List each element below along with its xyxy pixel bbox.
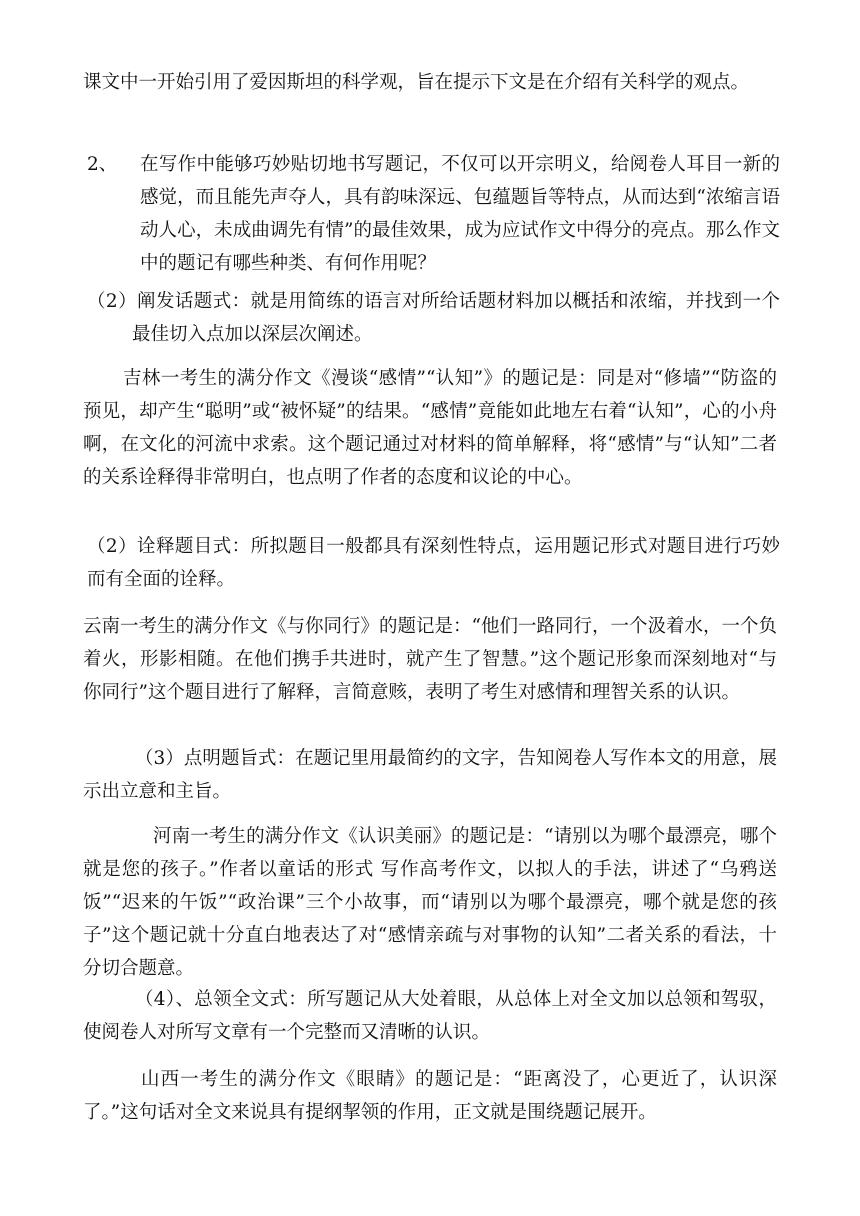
paragraph-heading-chanfa: （2）阐发话题式：就是用简练的语言对所给话题材料加以概括和浓缩，并找到一个最佳切入点加以深层次阐述。 [87,291,780,345]
list-number: 2、 [87,154,118,175]
paragraph-intro: 课文中一开始引用了爱因斯坦的科学观，旨在提示下文是在介绍有关科学的观点。 [83,72,750,93]
paragraph-heading-zongling: （4）、总领全文式：所写题记从大处着眼，从总体上对全文加以总领和驾驭，使阅卷人对所写文章有一个完整而又清晰的认识。 [83,989,777,1043]
paragraph-example-jilin: 吉林一考生的满分作文《漫谈“感情”“认知”》的题记是：同是对“修墙”“防盗的预见，却产生“聪明”或“被怀疑”的结果。“感情”竟能如此地左右着“认知”，心的小舟啊，在文化的河流中求索。这个题记通过对材料的简单解释，将“感情”与“认知”二者的关系诠释得非常明白，也点明了作者的态度和议论的中心。 [83,368,777,488]
paragraph-heading-quanshi: （2）诠释题目式：所拟题目一般都具有深刻性特点，运用题记形式对题目进行巧妙而有全面的诠释。 [87,536,780,590]
paragraph-example-shanxi: 山西一考生的满分作文《眼睛》的题记是：“距离没了，心更近了，认识深了。”这句话对全文来说具有提纲挈领的作用，正文就是围绕题记展开。 [83,1069,777,1123]
paragraph-list-item-2: 在写作中能够巧妙贴切地书写题记，不仅可以开宗明义，给阅卷人耳目一新的感觉，而且能先声夺人，具有韵味深远、包蕴题旨等特点，从而达到“浓缩言语动人心，未成曲调先有情”的最佳效果，成为应试作文中得分的亮点。那么作文中的题记有哪些种类、有何作用呢？ [140,154,780,274]
paragraph-example-yunnan: 云南一考生的满分作文《与你同行》的题记是：“他们一路同行，一个汲着水，一个负着火，形影相随。在他们携手共进时，就产生了智慧。”这个题记形象而深刻地对“与你同行”这个题目进行了解释，言简意赅，表明了考生对感情和理智关系的认识。 [83,616,777,703]
paragraph-heading-dianming: （3）点明题旨式：在题记里用最简约的文字，告知阅卷人写作本文的用意，展示出立意和主旨。 [83,748,777,802]
paragraph-example-henan: 河南一考生的满分作文《认识美丽》的题记是：“请别以为哪个最漂亮，哪个就是您的孩子。”作者以童话的形式 写作高考作文，以拟人的手法，讲述了“乌鸦送饭”“迟来的午饭”“政治课”三个小故事，而“请别以为哪个最漂亮，哪个就是您的孩子”这个题记就十分直白地表达了对“感情亲疏与对事物的认知”二者关系的看法，十分切合题意。 [83,826,777,979]
